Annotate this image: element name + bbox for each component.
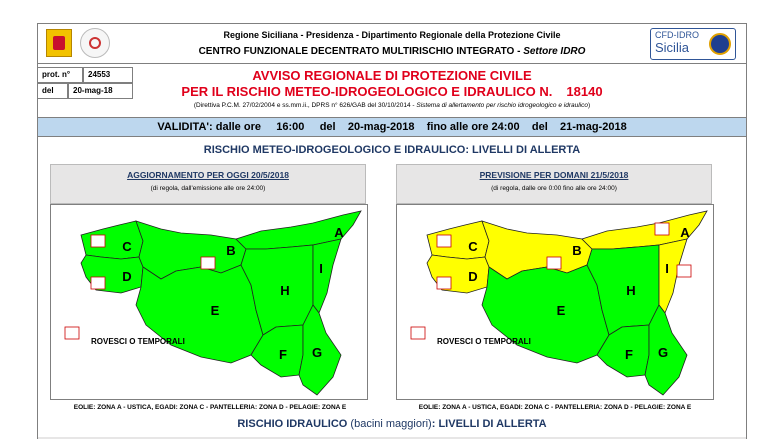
zone-label-f-tomorrow: F — [625, 347, 633, 362]
storm-icon — [437, 235, 451, 247]
legend-storms-tomorrow: ROVESCI O TEMPORALI — [437, 337, 531, 346]
storm-icon — [655, 223, 669, 235]
zone-d-today — [81, 255, 143, 293]
validity-band — [38, 117, 746, 137]
directive-text: (Direttiva P.C.M. 27/02/2004 e ss.mm.ii., DPRS n° 626/GAB del 30/10/2014 - — [193, 102, 417, 109]
zone-label-h-tomorrow: H — [626, 283, 636, 298]
directive-end: ) — [587, 102, 591, 109]
validity-label: VALIDITA': dalle ore — [157, 121, 261, 133]
sicily-map-today — [51, 205, 367, 399]
date-label: del — [38, 83, 68, 99]
zone-e-tomorrow — [482, 265, 609, 363]
prot-value: 24553 — [83, 67, 133, 83]
panel-today-subtitle: (di regola, dall'emissione alle ore 24:00) — [150, 185, 266, 192]
header-line2 — [38, 46, 746, 57]
zone-label-b-tomorrow: B — [572, 243, 582, 258]
islands-note-tomorrow: EOLIE: ZONA A - USTICA, EGADI: ZONA C - PANTELLERIA: ZONA D - PELAGIE: ZONA E — [418, 404, 692, 411]
zone-d-tomorrow — [427, 255, 489, 293]
directive-note — [38, 102, 746, 109]
sicily-map-tomorrow — [397, 205, 713, 399]
zone-label-d-today: D — [122, 269, 132, 284]
zone-label-e-tomorrow: E — [556, 303, 566, 318]
zone-label-g-tomorrow: G — [657, 345, 669, 360]
validity-from-time: 16:00 — [276, 121, 305, 133]
cfd-logo-line2: Sicilia — [655, 40, 689, 55]
zone-label-c-tomorrow: C — [468, 239, 478, 254]
zone-i-today — [313, 239, 341, 313]
header — [38, 24, 746, 64]
zone-label-c-today: C — [122, 239, 132, 254]
validity-del1: del — [319, 121, 336, 133]
panel-tomorrow-title: PREVISIONE PER DOMANI 21/5/2018 — [479, 170, 629, 180]
storm-icon — [65, 327, 79, 339]
islands-note-today: EOLIE: ZONA A - USTICA, EGADI: ZONA C - PANTELLERIA: ZONA D - PELAGIE: ZONA E — [73, 404, 347, 411]
section2-title-bold: RISCHIO IDRAULICO — [237, 418, 348, 430]
alert-title-line2 — [38, 84, 746, 99]
date-value: 20-mag-18 — [68, 83, 133, 99]
panel-today-title: AGGIORNAMENTO PER OGGI 20/5/2018 — [127, 170, 289, 180]
alert-title-text: PER IL RISCHIO METEO-IDROGEOLOGICO E IDRAULICO N. — [181, 84, 553, 99]
zone-label-d-tomorrow: D — [468, 269, 478, 284]
validity-until: fino alle ore 24:00 — [426, 121, 520, 133]
section-title-meteo: RISCHIO METEO-IDROGEOLOGICO E IDRAULICO: LIVELLI DI ALLERTA — [203, 144, 581, 156]
alert-title-line1: AVVISO REGIONALE DI PROTEZIONE CIVILE — [252, 68, 532, 83]
zone-label-a-today: A — [334, 225, 344, 240]
panel-tomorrow-header — [396, 164, 712, 204]
map-today — [50, 204, 368, 400]
bulletin-frame — [37, 23, 747, 439]
storm-icon — [437, 277, 451, 289]
storm-icon — [91, 235, 105, 247]
validity-from-date: 20-mag-2018 — [347, 121, 415, 133]
header-line2-sector: Settore IDRO — [523, 46, 586, 57]
zone-label-f-today: F — [279, 347, 287, 362]
storm-icon — [547, 257, 561, 269]
cfd-seal-icon — [709, 33, 731, 55]
header-line2-main: CENTRO FUNZIONALE DECENTRATO MULTIRISCHIO INTEGRATO - — [198, 46, 524, 57]
zone-c-tomorrow — [427, 221, 489, 259]
panel-tomorrow-subtitle: (di regola, dalle ore 0:00 fino alle ore 24:00) — [491, 185, 617, 192]
storm-icon — [677, 265, 691, 277]
section-title-idraulico — [38, 418, 746, 430]
zone-e-today — [136, 265, 263, 363]
zone-label-h-today: H — [280, 283, 290, 298]
validity-del2: del — [531, 121, 548, 133]
directive-italic: Sistema di allertamento per rischio idrogeologico e idraulico — [416, 102, 588, 109]
zone-label-e-today: E — [210, 303, 220, 318]
cfd-logo-line1: CFD-IDRO — [655, 30, 699, 40]
legend-storms-today: ROVESCI O TEMPORALI — [91, 337, 185, 346]
zone-label-g-today: G — [311, 345, 323, 360]
storm-icon — [411, 327, 425, 339]
storm-icon — [201, 257, 215, 269]
panel-today-header — [50, 164, 366, 204]
zone-label-a-tomorrow: A — [680, 225, 690, 240]
alert-number: 18140 — [566, 84, 603, 99]
section2-title-end: : LIVELLI DI ALLERTA — [431, 418, 547, 430]
header-line1: Regione Siciliana - Presidenza - Dipartimento Regionale della Protezione Civile — [223, 30, 561, 40]
prot-label: prot. n° — [38, 67, 83, 83]
storm-icon — [91, 277, 105, 289]
cfd-logo — [650, 28, 736, 60]
section2-title-normal: (bacini maggiori) — [347, 418, 432, 430]
validity-to-date: 21-mag-2018 — [560, 121, 627, 133]
map-tomorrow — [396, 204, 714, 400]
zone-c-today — [81, 221, 143, 259]
zone-label-i-tomorrow: I — [665, 261, 669, 276]
zone-label-i-today: I — [319, 261, 323, 276]
zone-label-b-today: B — [226, 243, 236, 258]
